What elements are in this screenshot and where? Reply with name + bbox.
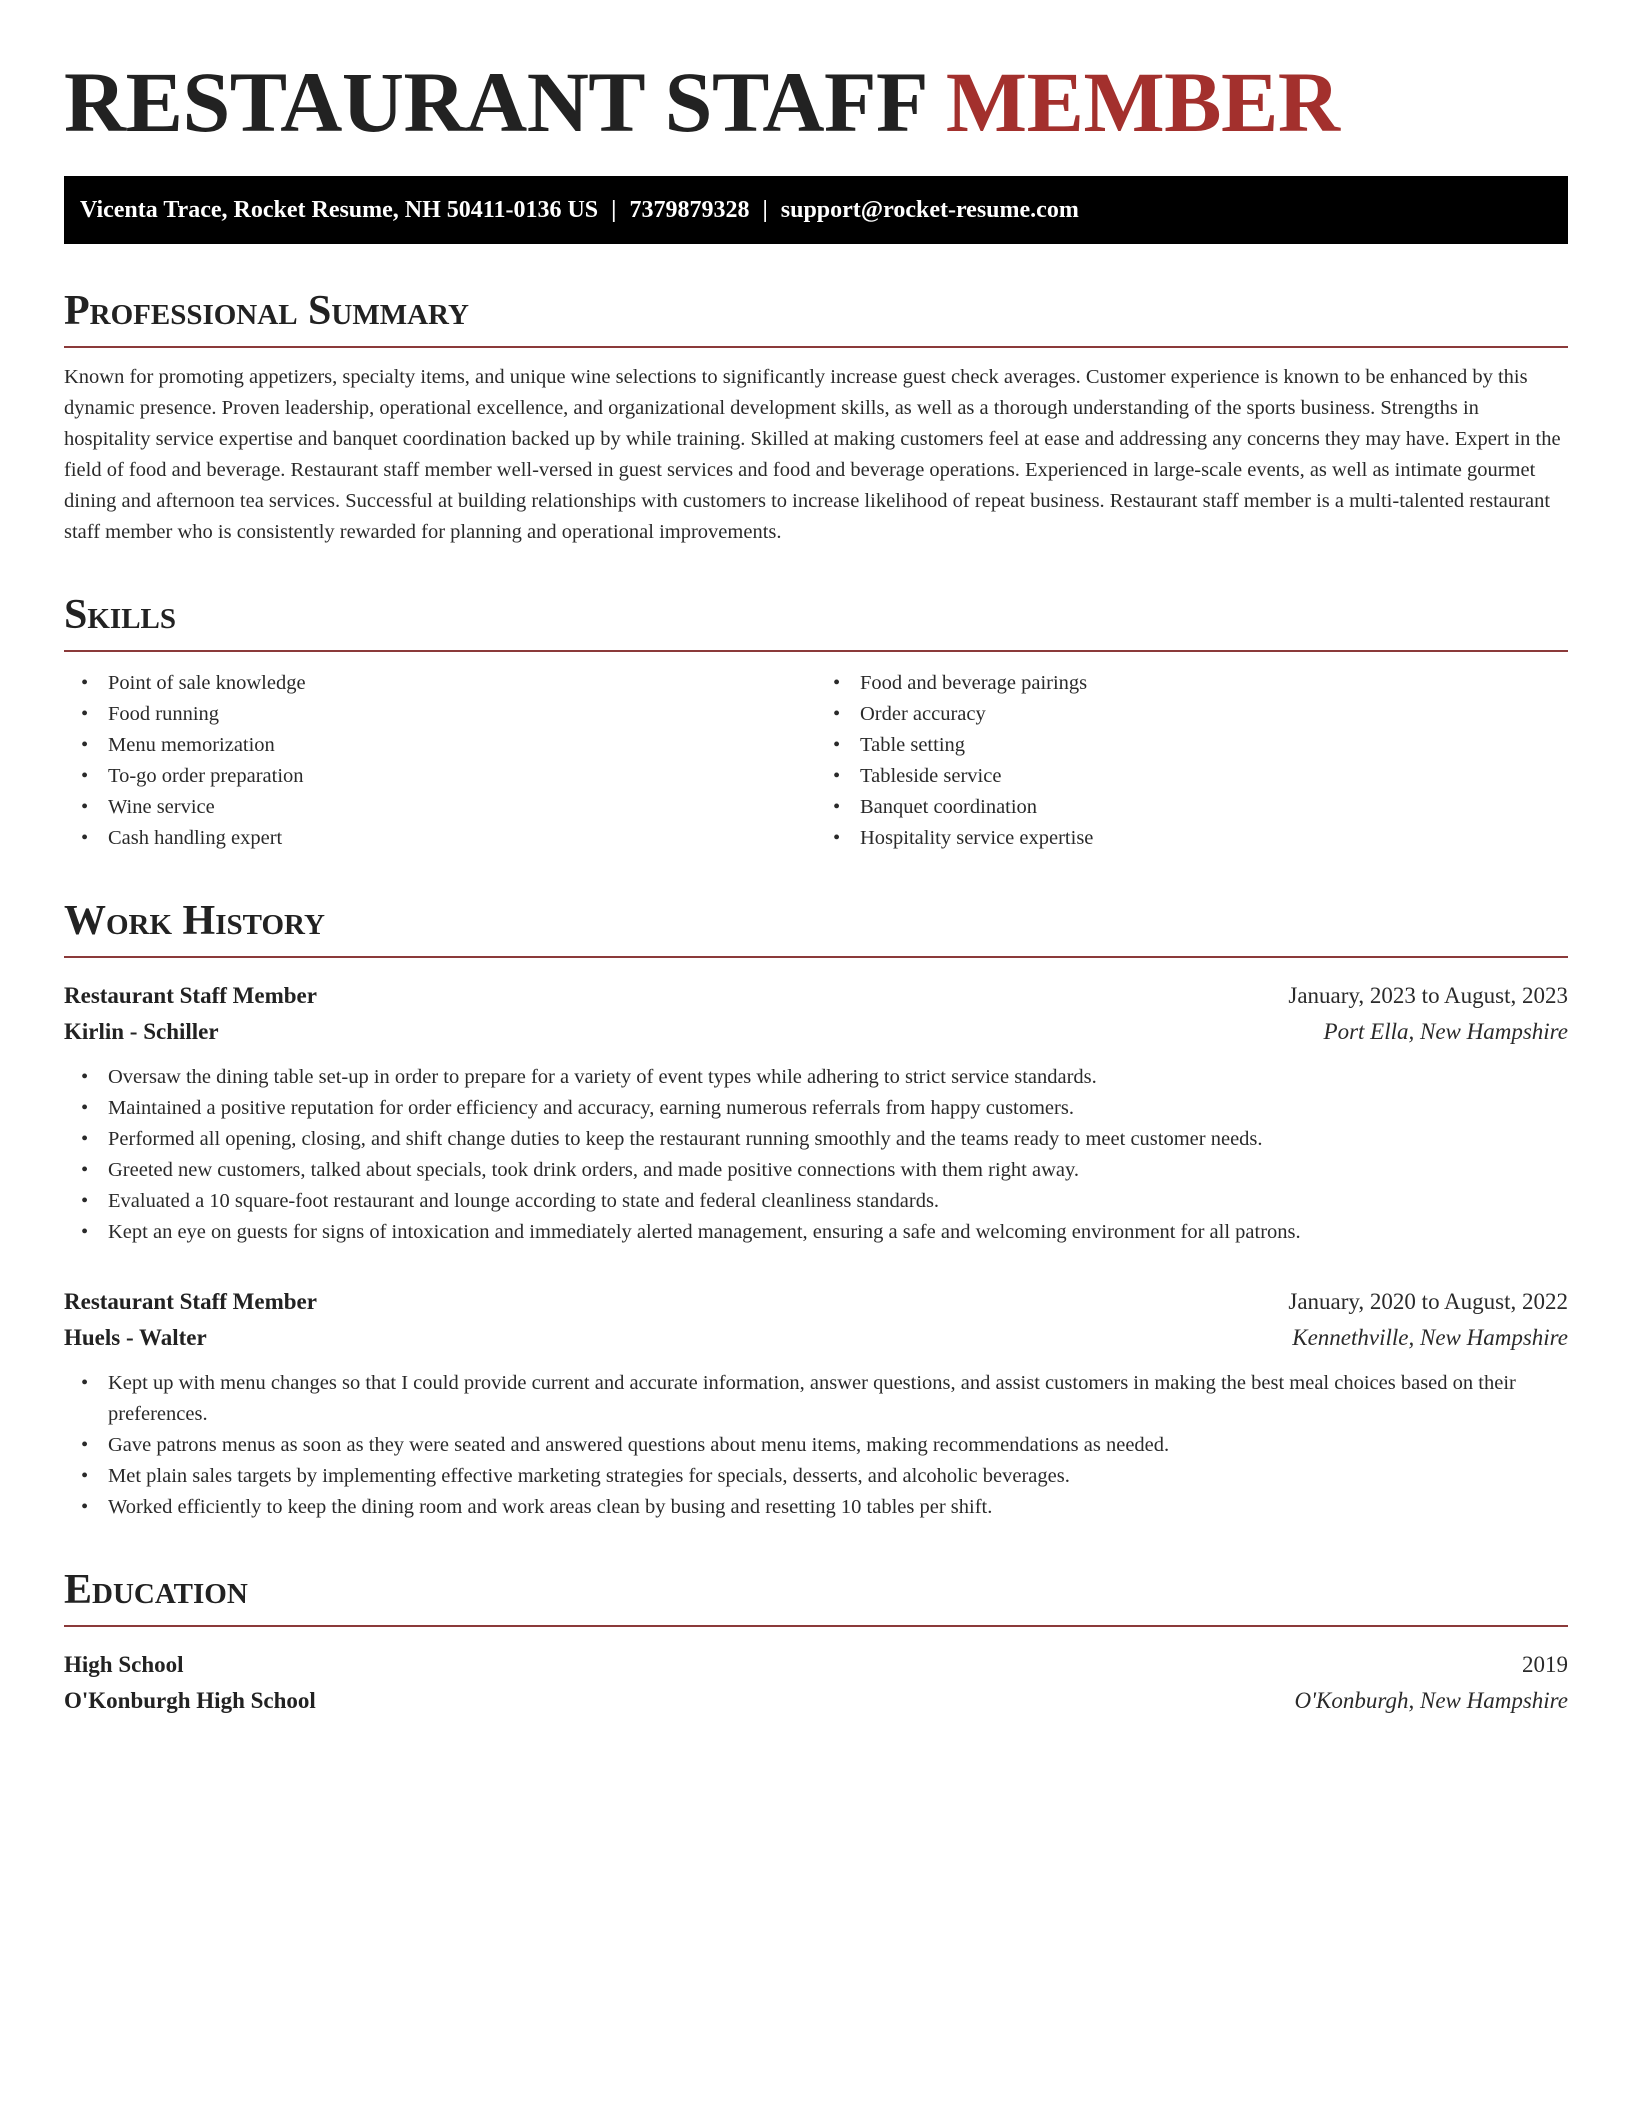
education-degree-row	[64, 1647, 1568, 1683]
contact-bar	[64, 176, 1568, 244]
job-company-row	[64, 1014, 1568, 1050]
skill-item: • Hospitality service expertise	[860, 823, 1568, 854]
job-bullet: • Kept up with menu changes so that I could provide current and accurate information, answer questions, and assist customers in making the best meal choices based on their preferences.	[108, 1368, 1568, 1430]
summary-text: Known for promoting appetizers, specialty items, and unique wine selections to significantly increase guest check averages. Customer experience is known to be enhanced by this dynamic presence. Proven leadership, operational excellence, and organizational development skills, as well as a thorough understanding of the sports business. Strengths in hospitality service expertise and banquet coordination backed up by while training. Skilled at making customers feel at ease and addressing any concerns they may have. Expert in the field of food and beverage. Restaurant staff member well-versed in guest services and food and beverage operations. Experienced in large-scale events, as well as intimate gourmet dining and afternoon tea services. Successful at building relationships with customers to increase likelihood of repeat business. Restaurant staff member is a multi-talented restaurant staff member who is consistently rewarded for planning and operational improvements.	[64, 366, 1561, 543]
job-location: Port Ella, New Hampshire	[1323, 1019, 1568, 1044]
contact-separator: |	[611, 196, 617, 223]
skills-heading: Skills	[64, 590, 1568, 652]
job-company-row	[64, 1320, 1568, 1356]
job-entry	[64, 978, 1568, 1248]
summary-heading: Professional Summary	[64, 286, 1568, 348]
job-bullets	[64, 1368, 1568, 1523]
contact-address: Vicenta Trace, Rocket Resume, NH 50411-0136 US	[80, 196, 599, 223]
job-bullet: • Met plain sales targets by implementing effective marketing strategies for specials, desserts, and alcoholic beverages.	[108, 1461, 1568, 1492]
job-bullets	[64, 1062, 1568, 1248]
job-bullet: • Worked efficiently to keep the dining room and work areas clean by busing and resetting 10 tables per shift.	[108, 1492, 1568, 1523]
skills-column-left	[64, 668, 816, 854]
skill-item: • To-go order preparation	[108, 761, 816, 792]
job-bullet: • Gave patrons menus as soon as they were seated and answered questions about menu items, making recommendations as needed.	[108, 1430, 1568, 1461]
skill-item: • Menu memorization	[108, 730, 816, 761]
job-bullet: • Kept an eye on guests for signs of intoxication and immediately alerted management, ensuring a safe and welcoming environment for all patrons.	[108, 1217, 1568, 1248]
contact-separator: |	[762, 196, 768, 223]
education-school: O'Konburgh High School	[64, 1688, 316, 1713]
education-section	[64, 1565, 1568, 1719]
skills-list	[64, 668, 1568, 854]
job-company: Huels - Walter	[64, 1325, 207, 1350]
job-company: Kirlin - Schiller	[64, 1019, 219, 1044]
job-title: Restaurant Staff Member	[64, 983, 317, 1008]
skills-section	[64, 590, 1568, 854]
skill-item: • Food and beverage pairings	[860, 668, 1568, 699]
education-entry	[64, 1647, 1568, 1719]
job-bullet: • Maintained a positive reputation for order efficiency and accuracy, earning numerous referrals from happy customers.	[108, 1093, 1568, 1124]
title-accent: MEMBER	[945, 54, 1340, 150]
skill-item: • Banquet coordination	[860, 792, 1568, 823]
job-bullet: • Greeted new customers, talked about specials, took drink orders, and made positive connections with them right away.	[108, 1155, 1568, 1186]
skills-column-right	[816, 668, 1568, 854]
skill-item: • Order accuracy	[860, 699, 1568, 730]
skill-item: • Table setting	[860, 730, 1568, 761]
job-header-row	[64, 978, 1568, 1014]
education-degree: High School	[64, 1652, 184, 1677]
skill-item: • Tableside service	[860, 761, 1568, 792]
skill-item: • Cash handling expert	[108, 823, 816, 854]
title-main: RESTAURANT STAFF	[64, 54, 925, 150]
work-section	[64, 896, 1568, 1523]
education-year: 2019	[1522, 1652, 1568, 1677]
job-location: Kennethville, New Hampshire	[1292, 1325, 1568, 1350]
job-entry	[64, 1284, 1568, 1523]
skill-item: • Food running	[108, 699, 816, 730]
work-heading: Work History	[64, 896, 1568, 958]
skill-item: • Wine service	[108, 792, 816, 823]
summary-section	[64, 286, 1568, 548]
job-header-row	[64, 1284, 1568, 1320]
job-bullet: • Performed all opening, closing, and shift change duties to keep the restaurant running smoothly and the teams ready to meet customer needs.	[108, 1124, 1568, 1155]
contact-email[interactable]: support@rocket-resume.com	[780, 196, 1079, 223]
job-bullet: • Evaluated a 10 square-foot restaurant and lounge according to state and federal cleanliness standards.	[108, 1186, 1568, 1217]
job-title: Restaurant Staff Member	[64, 1289, 317, 1314]
education-heading: Education	[64, 1565, 1568, 1627]
resume-title	[64, 52, 1568, 152]
job-dates: January, 2020 to August, 2022	[1288, 1289, 1568, 1314]
job-dates: January, 2023 to August, 2023	[1288, 983, 1568, 1008]
job-bullet: • Oversaw the dining table set-up in order to prepare for a variety of event types while adhering to strict service standards.	[108, 1062, 1568, 1093]
contact-phone[interactable]: 7379879328	[629, 196, 750, 223]
education-school-row	[64, 1683, 1568, 1719]
education-location: O'Konburgh, New Hampshire	[1294, 1688, 1568, 1713]
skill-item: • Point of sale knowledge	[108, 668, 816, 699]
